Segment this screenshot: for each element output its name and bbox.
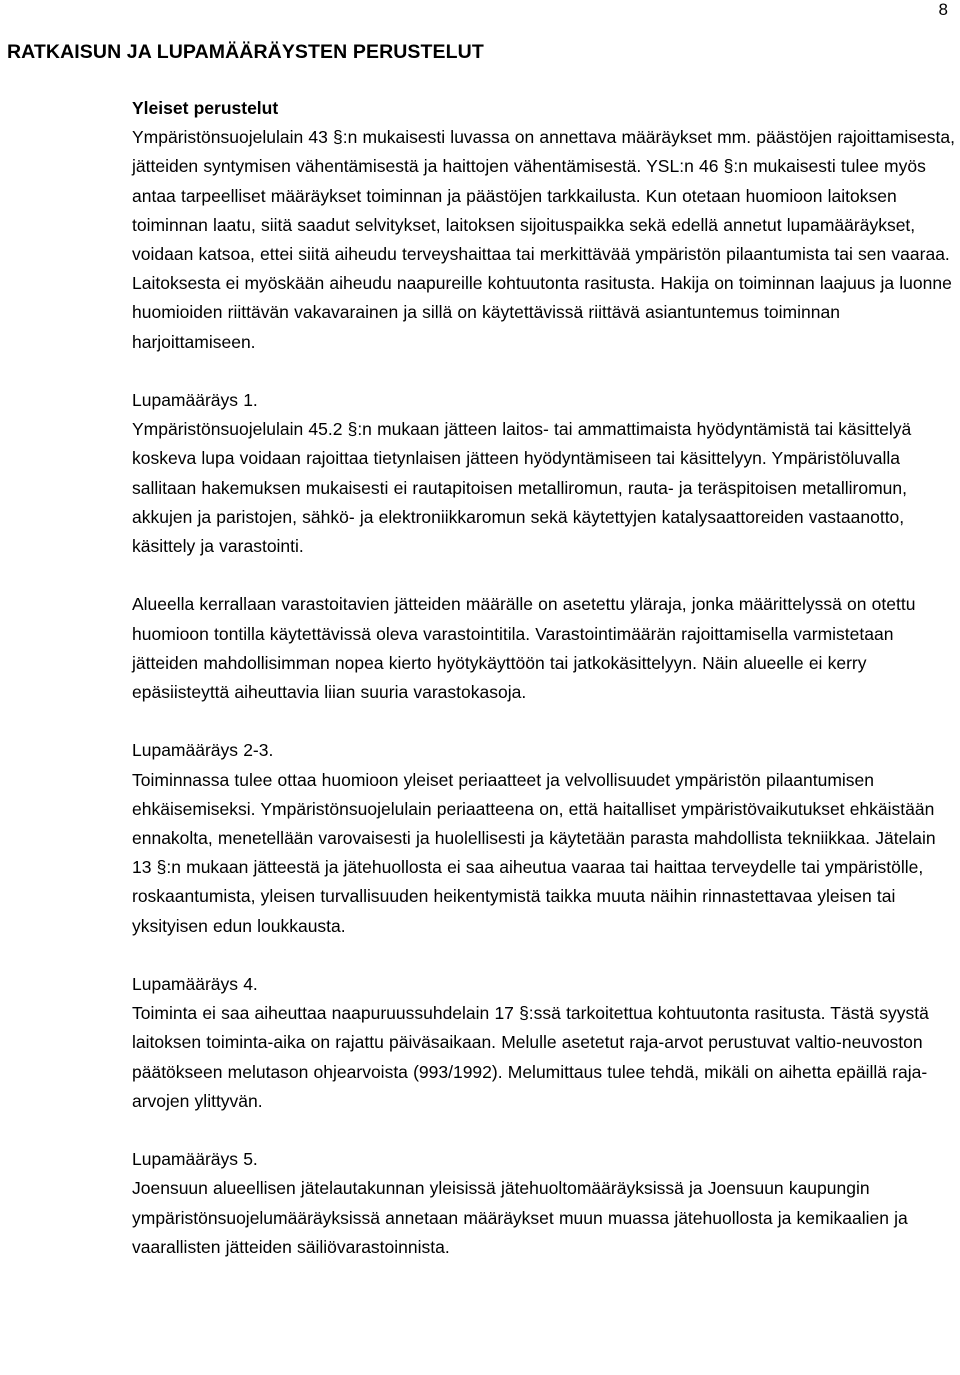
regulation-1-paragraph-2: Alueella kerrallaan varastoitavien jätteiden määrälle on asetettu yläraja, jonka määrittelyssä on otettu huomioon tontilla käytettävissä oleva varastointitila. Varastointimäärän rajoittamisella varmistetaan jätteiden mahdollisimman nopea kierto hyötykäyttöön tai jatkokäsittelyyn. Näin alueelle ei kerry epäsiisteyttä aiheuttavia liian suuria varastokasoja. [132, 594, 916, 703]
spacer [132, 941, 956, 970]
section-title-regulation-5: Lupamääräys 5. [132, 1149, 258, 1170]
regulation-1-paragraph: Ympäristönsuojelulain 45.2 §:n mukaan jätteen laitos- tai ammattimaista hyödyntämistä tai käsittelyä koskeva lupa voidaan rajoittaa tietynlaisen jätteen hyödyntämiseen tai käsittelyyn. Ympäristöluvalla sallitaan hakemuksen mukaisesti ei rautapitoisen metalliromun, rauta- ja teräspitoisen metalliromun, akkujen ja paristojen, sähkö- ja elektroniikkaromun sekä käytettyjen katalysaattoreiden vastaanotto, käsittely ja varastointi. [132, 419, 912, 557]
regulation-4-paragraph: Toiminta ei saa aiheuttaa naapuruussuhdelain 17 §:ssä tarkoitettua kohtuutonta rasitusta. Tästä syystä laitoksen toiminta-aika on rajattu päiväsaikaan. Melulle asetetut raja-arvot perustuvat valtio-neuvoston päätökseen melutason ohjearvoista (993/1992). Melumittaus tulee tehdä, mikäli on aihetta epäillä raja-arvojen ylittyvän. [132, 1003, 929, 1111]
document-body [132, 94, 956, 1262]
section-title-regulation-2-3: Lupamääräys 2-3. [132, 740, 274, 761]
spacer [132, 707, 956, 736]
section-title-regulation-1: Lupamääräys 1. [132, 390, 258, 411]
regulation-5-paragraph: Joensuun alueellisen jätelautakunnan yleisissä jätehuoltomääräyksissä ja Joensuun kaupungin ympäristönsuojelumääräyksissä annetaan määräykset muun muassa jätehuollosta ja kemikaalien ja vaarallisten jätteiden säiliövarastoinnista. [132, 1178, 908, 1257]
spacer [132, 357, 956, 386]
regulation-2-3-paragraph: Toiminnassa tulee ottaa huomioon yleiset periaatteet ja velvollisuudet ympäristön pilaantumisen ehkäisemiseksi. Ympäristönsuojelulain periaatteena on, että haitalliset ympäristövaikutukset ehkäistään ennakolta, menetellään varovaisesti ja huolellisesti ja käytetään parasta mahdollista tekniikkaa. Jätelain 13 §:n mukaan jätteestä ja jätehuollosta ei saa aiheutua vaaraa tai haittaa terveydelle tai ympäristölle, roskaantumista, yleisen turvallisuuden heikentymistä taikka muuta näihin rinnastettavaa yleisen tai yksityisen edun loukkausta. [132, 769, 936, 936]
page-number: 8 [938, 0, 948, 19]
page-heading: RATKAISUN JA LUPAMÄÄRÄYSTEN PERUSTELUT [7, 41, 484, 63]
section-title-regulation-4: Lupamääräys 4. [132, 974, 258, 995]
spacer [132, 1116, 956, 1145]
general-paragraph: Ympäristönsuojelulain 43 §:n mukaisesti luvassa on annettava määräykset mm. päästöjen rajoittamisesta, jätteiden syntymisen vähentämisestä ja haittojen vähentämisestä. YSL:n 46 §:n mukaisesti tulee myös antaa tarpeelliset määräykset toiminnan ja päästöjen tarkkailusta. Kun otetaan huomioon laitoksen toiminnan laatu, siitä saadut selvitykset, laitoksen sijoituspaikka sekä edellä annetut lupamääräykset, voidaan katsoa, ettei siitä aiheudu terveyshaittaa tai merkittävää ympäristön pilaantumista tai sen vaaraa. Laitoksesta ei myöskään aiheudu naapureille kohtuutonta rasitusta. Hakija on toiminnan laajuus ja luonne huomioiden riittävän vakavarainen ja sillä on käytettävissä riittävä asiantuntemus toiminnan harjoittamiseen. [132, 127, 955, 352]
section-title-general: Yleiset perustelut [132, 98, 279, 118]
spacer [132, 561, 956, 590]
